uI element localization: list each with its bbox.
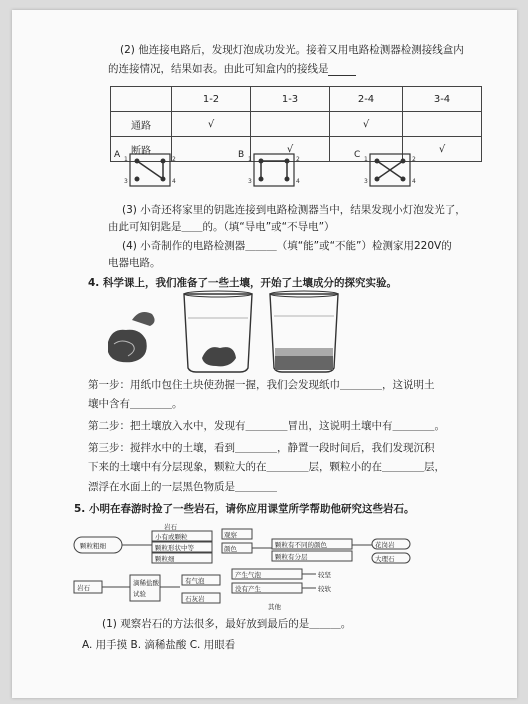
table-cell: √	[172, 112, 251, 137]
terminal-label: 4	[296, 178, 300, 185]
rock-classification-diagram	[72, 523, 452, 623]
node-drop: 滴稀盐酸	[133, 579, 159, 587]
q4-title: 4. 科学课上，我们准备了一些土壤，开始了土壤成分的探究实验。	[88, 277, 397, 289]
node-small: 小有或颗粒	[155, 533, 188, 541]
q4-step3c: 漂浮在水面上的一层黑色物质是＿＿＿＿	[88, 481, 277, 493]
row-label: 通路	[111, 112, 172, 137]
node-soft: 较软	[318, 585, 331, 593]
junction-box-b-icon	[246, 150, 304, 194]
node-grain: 颗粒粗细	[80, 542, 106, 550]
terminal-label: 4	[412, 178, 416, 185]
table-cell: √	[330, 112, 403, 137]
terminal-label: 2	[296, 156, 300, 163]
node-obs: 观察	[224, 531, 237, 539]
table-row	[111, 112, 482, 137]
junction-box-c-icon	[362, 150, 420, 194]
table-header: 1-2	[172, 87, 251, 112]
table-cell: √	[403, 137, 482, 162]
option-label: B	[238, 150, 245, 160]
q5-title: 5. 小明在春游时捡了一些岩石，请你应用课堂所学帮助他研究这些岩石。	[74, 503, 415, 515]
terminal-label: 1	[124, 156, 128, 163]
node-rock: 岩石	[164, 523, 177, 531]
node-bubble: 有气泡	[185, 577, 205, 585]
node-layer: 颗粒有不同的颜色	[275, 541, 327, 549]
node-fine: 颗粒细	[155, 555, 175, 563]
junction-box-a-icon	[122, 150, 180, 194]
node-sort: 大理石	[375, 555, 395, 563]
table-cell: √	[251, 137, 330, 162]
terminal-label: 3	[248, 178, 252, 185]
option-label: C	[354, 150, 361, 160]
table-cell	[251, 112, 330, 137]
table-header: 2-4	[330, 87, 403, 112]
node-hard: 较坚	[318, 571, 331, 579]
node-medium: 颗粒形状中等	[155, 544, 194, 552]
q4sub-line1: (4) 小奇制作的电路检测器＿＿＿（填“能”或“不能”）检测家用220V的	[122, 240, 452, 252]
terminal-label: 3	[364, 178, 368, 185]
soil-lump-icon	[102, 300, 172, 370]
node-yan: 岩石	[77, 584, 90, 592]
q2-line1: (2) 他连接电路后，发现灯泡成功发光。接着又用电路检测器检测接线盒内	[120, 44, 464, 56]
node-result1: 产生气泡	[235, 571, 261, 579]
node-test: 试验	[133, 590, 146, 598]
terminal-label: 2	[412, 156, 416, 163]
q4-step1a: 第一步：用纸巾包住土块使劲握一握，我们会发现纸巾＿＿＿＿，这说明土	[88, 379, 435, 391]
q4sub-line2: 电器电路。	[108, 257, 161, 269]
table-corner	[111, 87, 172, 112]
terminal-label: 4	[172, 178, 176, 185]
table-cell	[403, 112, 482, 137]
node-color: 颜色	[224, 545, 237, 553]
q3-line2: 由此可知钥匙是＿＿的。（填“导电”或“不导电”）	[108, 221, 335, 233]
q3-line1: (3) 小奇还将家里的钥匙连接到电路检测器当中，结果发现小灯泡发光了，	[122, 204, 466, 216]
q4-step2: 第二步：把土壤放入水中，发现有＿＿＿＿冒出，这说明土壤中有＿＿＿＿。	[88, 420, 445, 432]
row-label: 断路	[111, 137, 172, 162]
node-result2: 没有产生	[235, 585, 261, 593]
node-nolayer: 颗粒有分层	[275, 553, 308, 561]
q5-sub1: (1) 观察岩石的方法很多，最好放到最后的是＿＿＿。	[102, 618, 352, 630]
terminal-label: 3	[124, 178, 128, 185]
worksheet-page	[12, 10, 517, 698]
q2-answer-blank[interactable]	[328, 75, 356, 76]
node-lime: 石灰岩	[185, 595, 205, 603]
node-pattern: 花岗岩	[375, 541, 395, 549]
q5-choices: A. 用手摸 B. 滴稀盐酸 C. 用眼看	[82, 639, 236, 651]
beaker-with-soil-icon	[180, 288, 256, 374]
terminal-label: 2	[172, 156, 176, 163]
option-label: A	[114, 150, 121, 160]
q2-line2: 的连接情况，结果如表。由此可知盒内的接线是	[108, 63, 329, 75]
terminal-label: 1	[364, 156, 368, 163]
beaker-layered-icon	[266, 288, 342, 374]
terminal-label: 1	[248, 156, 252, 163]
q4-step1b: 壤中含有＿＿＿＿。	[88, 398, 183, 410]
table-header: 1-3	[251, 87, 330, 112]
q4-step3a: 第三步：搅拌水中的土壤，看到＿＿＿＿，静置一段时间后，我们发现沉积	[88, 442, 435, 454]
table-header: 3-4	[403, 87, 482, 112]
node-other: 其他	[268, 603, 281, 611]
q4-step3b: 下来的土壤中有分层现象，颗粒大的在＿＿＿＿层，颗粒小的在＿＿＿＿层，	[88, 461, 445, 473]
